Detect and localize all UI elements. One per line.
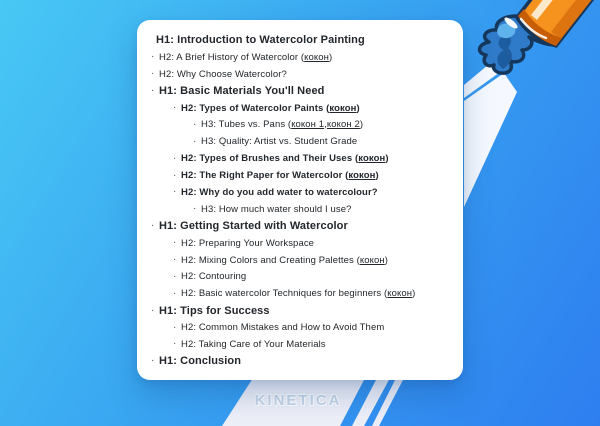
outline-text: H2: Mixing Colors and Creating Palettes ( [181,254,360,266]
outline-text: H1: Getting Started with Watercolor [159,220,348,233]
outline-item [151,100,453,117]
kokon-link[interactable]: кокон [329,102,357,114]
outline-item [151,235,453,252]
bullet-dot: · [151,220,155,232]
bullet-dot: · [173,321,177,333]
paint-streak-main [464,73,517,207]
bullet-dot: · [151,85,155,97]
outline-card [137,20,463,380]
bullet-dot: · [173,169,177,181]
outline-text: H3: Quality: Artist vs. Student Grade [201,136,358,148]
outline-text: ) [385,153,389,165]
bullet-dot: · [173,102,177,113]
bullet-dot: · [173,152,177,164]
outline-text: ) [412,288,416,300]
bullet-dot: · [193,135,197,147]
bullet-dot: · [173,270,177,282]
bullet-dot: · [173,186,177,198]
outline-text: H2: A Brief History of Watercolor ( [159,51,305,63]
outline-item [151,116,453,133]
bullet-dot: · [151,304,155,316]
bullet-dot: · [151,68,155,80]
outline-text: H1: Tips for Success [159,304,270,317]
outline-item [151,218,453,235]
bullet-dot: · [173,254,177,266]
bullet-dot: · [151,51,155,63]
outline-text: H3: How much water should I use? [201,203,352,215]
outline-item [151,353,453,370]
outline-item [151,268,453,285]
outline-item [151,49,453,66]
outline-text: ) [384,254,388,266]
bullet-dot: · [173,287,177,299]
outline-item [151,66,453,83]
bullet-dot: · [193,203,197,215]
kokon-link[interactable]: кокон [387,288,413,300]
outline-text: H2: Common Mistakes and How to Avoid Them [181,322,385,334]
outline-text: H2: Why Choose Watercolor? [159,68,287,80]
outline-item [151,252,453,269]
outline-item [151,150,453,167]
outline-text: H2: The Right Paper for Watercolor ( [181,170,349,182]
outline-text: H2: Types of Brushes and Their Uses ( [181,153,359,165]
outline-text: ) [356,102,360,114]
outline-text: , [324,119,327,131]
outline-item [151,319,453,336]
outline-text: H2: Taking Care of Your Materials [181,338,326,350]
paintbrush-icon [480,0,600,73]
outline-text: H1: Introduction to Watercolor Painting [156,34,365,47]
outline-text: H3: Tubes vs. Pans ( [201,119,292,131]
outline-text: H1: Conclusion [159,355,242,368]
outline-text: H1: Basic Materials You'll Need [159,85,325,98]
outline-text: H2: Why do you add water to watercolour? [181,186,378,198]
bullet-dot: · [193,118,197,130]
outline-item [151,336,453,353]
outline-item [151,32,453,49]
outline-text: H2: Preparing Your Workspace [181,237,315,249]
outline-text: ) [375,170,379,182]
kokon-link[interactable]: кокон [358,153,386,165]
bullet-dot: · [173,338,177,350]
outline-item [151,83,453,100]
outline-text: H2: Contouring [181,271,247,283]
kokon-link[interactable]: кокон 2 [326,119,360,131]
outline-item [151,201,453,218]
kokon-link[interactable]: кокон [359,254,385,266]
kokon-link[interactable]: кокон 1 [291,119,325,131]
outline-item [151,285,453,302]
outline-item [151,133,453,150]
kokon-link[interactable]: кокон [304,51,330,63]
outline-text: H2: Basic watercolor Techniques for beginners ( [181,288,388,300]
outline-text: ) [359,119,364,131]
outline-text: H2: Types of Watercolor Paints ( [181,102,330,114]
outline-list [151,32,453,370]
outline-text: ) [329,51,333,63]
bullet-dot: · [151,355,155,367]
outline-item [151,184,453,201]
bullet-dot: · [173,237,177,249]
brand-watermark: KINETICA [254,392,342,409]
kokon-link[interactable]: кокон [348,170,376,182]
outline-item [151,302,453,319]
outline-item [151,167,453,184]
